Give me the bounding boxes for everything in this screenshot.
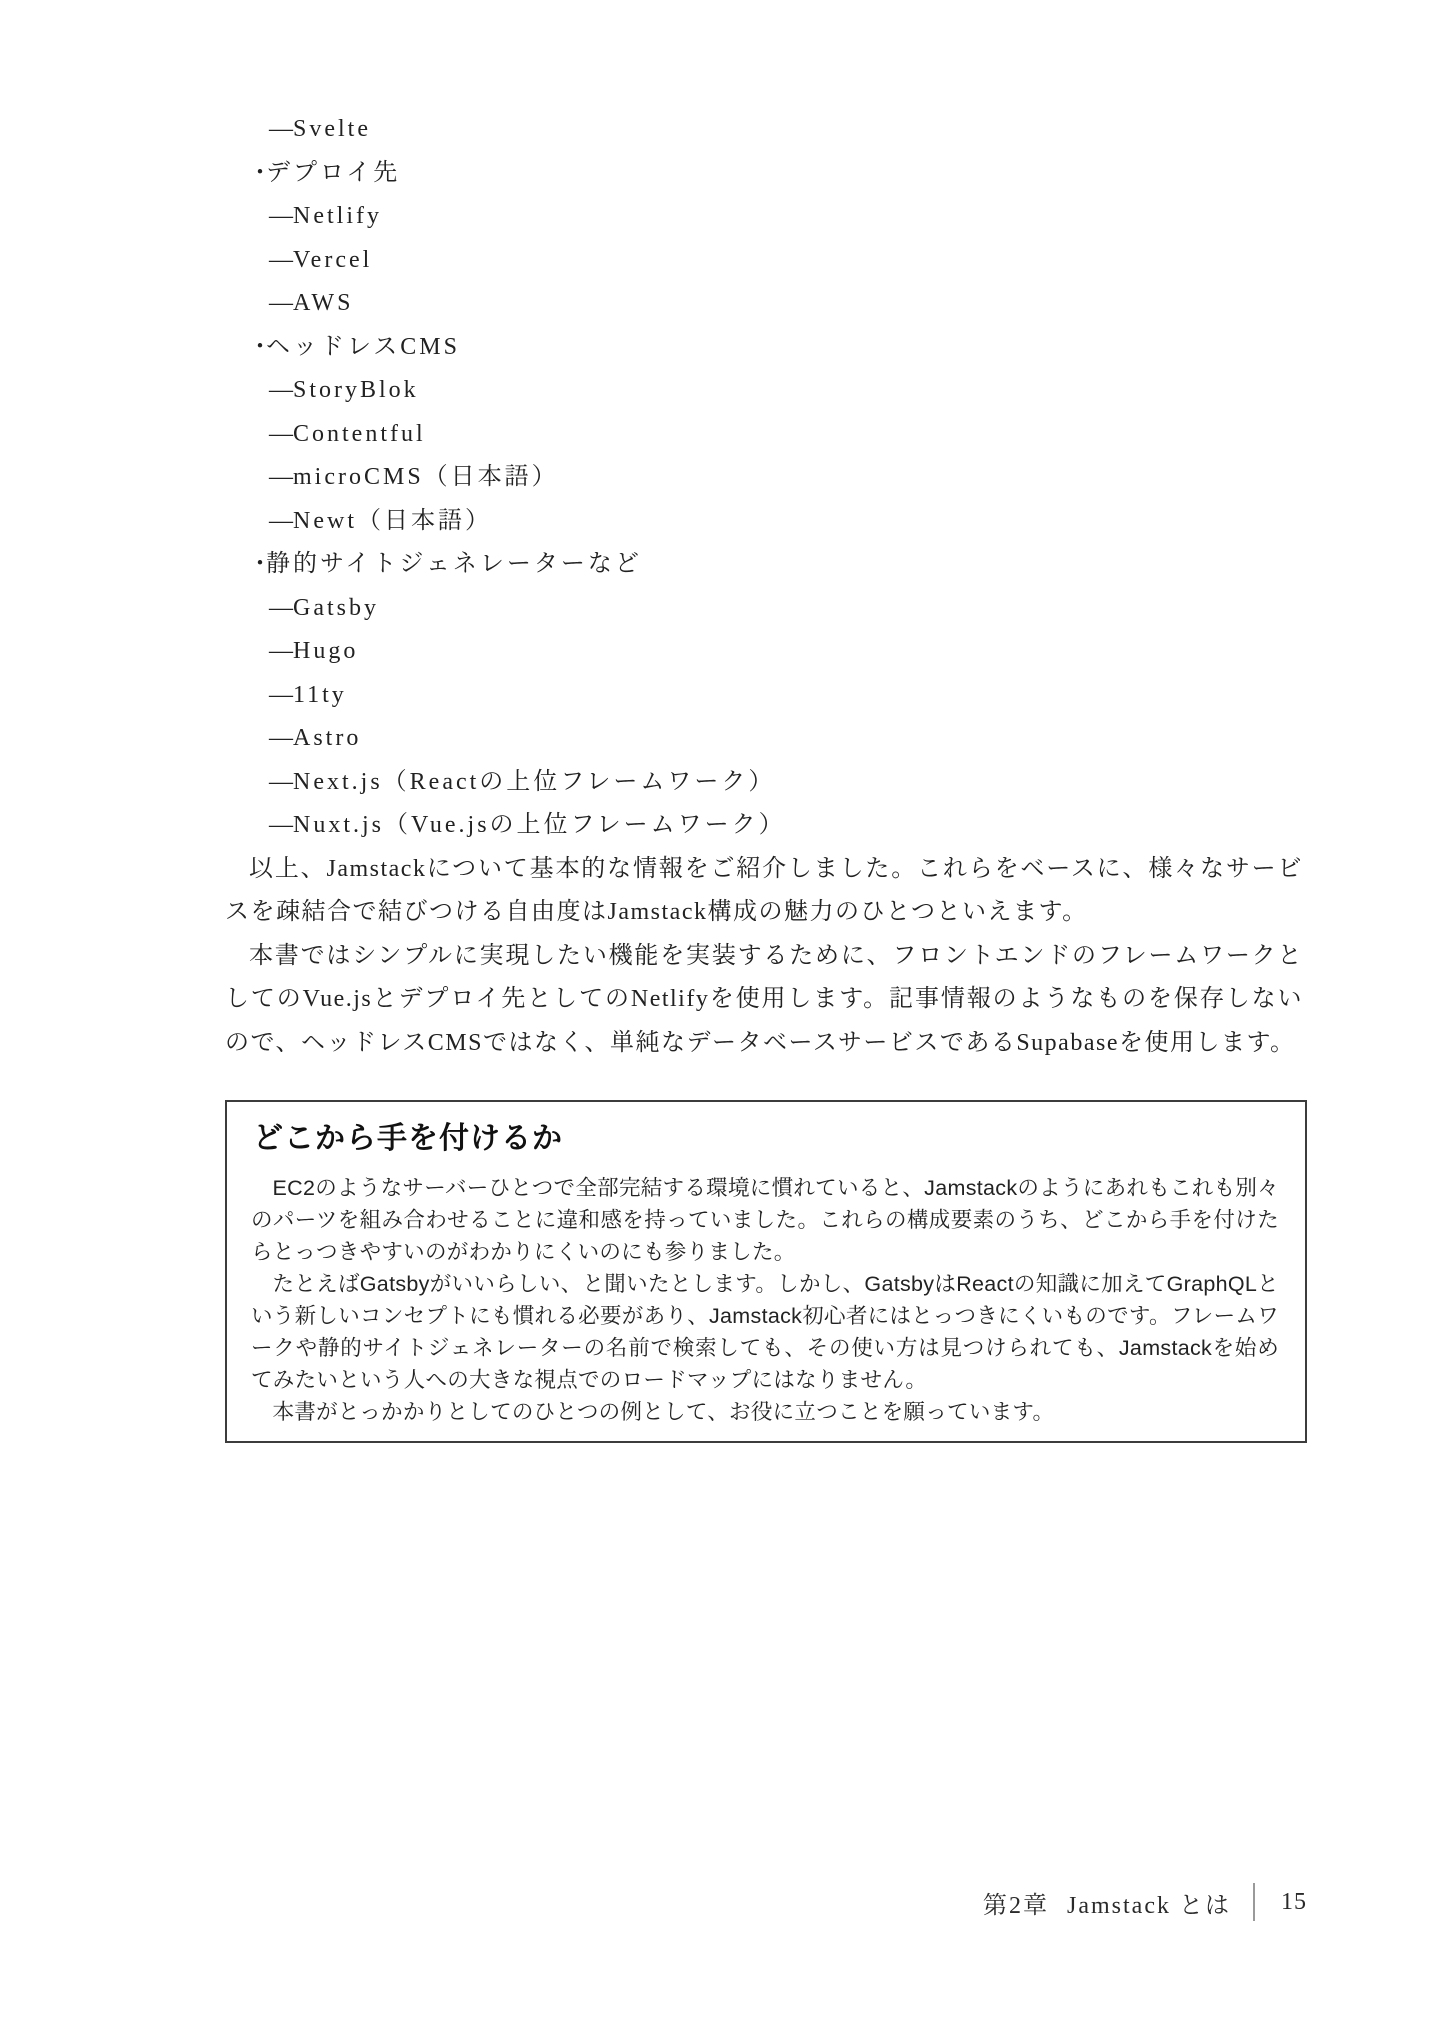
list-item — [225, 456, 1303, 500]
list-item — [225, 674, 1303, 718]
column-box — [225, 1100, 1307, 1443]
dash-prefix: ― — [269, 507, 293, 534]
list-item — [225, 717, 1303, 761]
bullet-prefix: ・ — [248, 551, 272, 577]
list-item — [225, 413, 1303, 457]
main-text-column — [225, 108, 1303, 1065]
list-item — [225, 804, 1303, 848]
bullet-prefix: ・ — [248, 333, 272, 360]
list-item-label: microCMS（日本語） — [293, 464, 559, 490]
list-item-label: デプロイ先 — [266, 159, 401, 186]
column-paragraph: 本書がとっかかりとしてのひとつの例として、お役に立つことを願っています。 — [272, 1400, 1055, 1424]
list-item — [225, 326, 1303, 370]
list-item — [225, 239, 1303, 283]
dash-prefix: ― — [269, 638, 293, 664]
list-item-label: Svelte — [293, 116, 371, 142]
column-paragraph: EC2のようなサーバーひとつで全部完結する環境に慣れていると、Jamstackのようにあれもこれも別々のパーツを組み合わせることに違和感を持っていました。これらの構成要素のうち、どこから手を付けたらとっつきやすいのがわかりにくいのにも参りました。 — [251, 1176, 1279, 1264]
page-number: 15 — [1281, 1888, 1307, 1915]
list-item-label: AWS — [293, 290, 354, 316]
dash-prefix: ― — [269, 203, 293, 229]
list-item-label: Contentful — [293, 420, 426, 447]
list-item — [225, 369, 1303, 413]
list-item-label: Gatsby — [293, 594, 379, 621]
list-item — [225, 587, 1303, 631]
list-item-label: 静的サイトジェネレーターなど — [266, 551, 642, 577]
list-item-label: Next.js（Reactの上位フレームワーク） — [293, 768, 776, 795]
list-item — [225, 500, 1303, 544]
list-item — [225, 195, 1303, 239]
list-item-label: StoryBlok — [293, 377, 419, 403]
dash-prefix: ― — [269, 812, 293, 838]
column-title: どこから手を付けるか — [253, 1122, 563, 1155]
list-item-label: ヘッドレスCMS — [266, 333, 460, 360]
list-item — [225, 282, 1303, 326]
list-item-label: Netlify — [293, 203, 382, 229]
list-item-label: Vercel — [293, 246, 373, 273]
list-item — [225, 108, 1303, 152]
list-item — [225, 152, 1303, 196]
chapter-label: 第2章 — [983, 1892, 1050, 1919]
column-paragraph: たとえばGatsbyがいいらしい、と聞いたとします。しかし、GatsbyはReactの知識に加えてGraphQLという新しいコンセプトにも慣れる必要があり、Jamstack初心者にはとっつきにくいものです。フレームワークや静的サイトジェネレーターの名前で検索しても、その使い方は見つけられても、Jamstackを始めてみたいという人への大きな視点でのロードマップにはなりません。 — [251, 1272, 1279, 1392]
dash-prefix: ― — [269, 420, 293, 447]
dash-prefix: ― — [269, 681, 293, 708]
list-item-label: Hugo — [293, 638, 359, 664]
list-item-label: Astro — [293, 725, 362, 751]
list-item — [225, 630, 1303, 674]
bullet-prefix: ・ — [248, 159, 272, 186]
page-footer — [983, 1882, 1307, 1922]
dash-prefix: ― — [269, 116, 293, 142]
dash-prefix: ― — [269, 290, 293, 316]
tech-list — [225, 108, 1303, 848]
list-item — [225, 543, 1303, 587]
dash-prefix: ― — [269, 464, 293, 490]
dash-prefix: ― — [269, 725, 293, 751]
dash-prefix: ― — [269, 594, 293, 621]
dash-prefix: ― — [269, 246, 293, 273]
paragraph-summary: 以上、Jamstackについて基本的な情報をご紹介しました。これらをベースに、様々なサービスを疎結合で結びつける自由度はJamstack構成の魅力のひとつといえます。 — [225, 855, 1303, 925]
section-title: Jamstack とは — [1067, 1892, 1231, 1919]
dash-prefix: ― — [269, 768, 293, 795]
paragraph-approach: 本書ではシンプルに実現したい機能を実装するために、フロントエンドのフレームワークとしてのVue.jsとデプロイ先としてのNetlifyを使用します。記事情報のようなものを保存しないので、ヘッドレスCMSではなく、単純なデータベースサービスであるSupabaseを使用します。 — [225, 942, 1303, 1056]
list-item — [225, 761, 1303, 805]
footer-divider — [1253, 1883, 1255, 1921]
list-item-label: 11ty — [293, 681, 347, 708]
body-paragraphs — [225, 848, 1303, 1066]
dash-prefix: ― — [269, 377, 293, 403]
list-item-label: Newt（日本語） — [293, 507, 492, 534]
list-item-label: Nuxt.js（Vue.jsの上位フレームワーク） — [293, 812, 786, 838]
